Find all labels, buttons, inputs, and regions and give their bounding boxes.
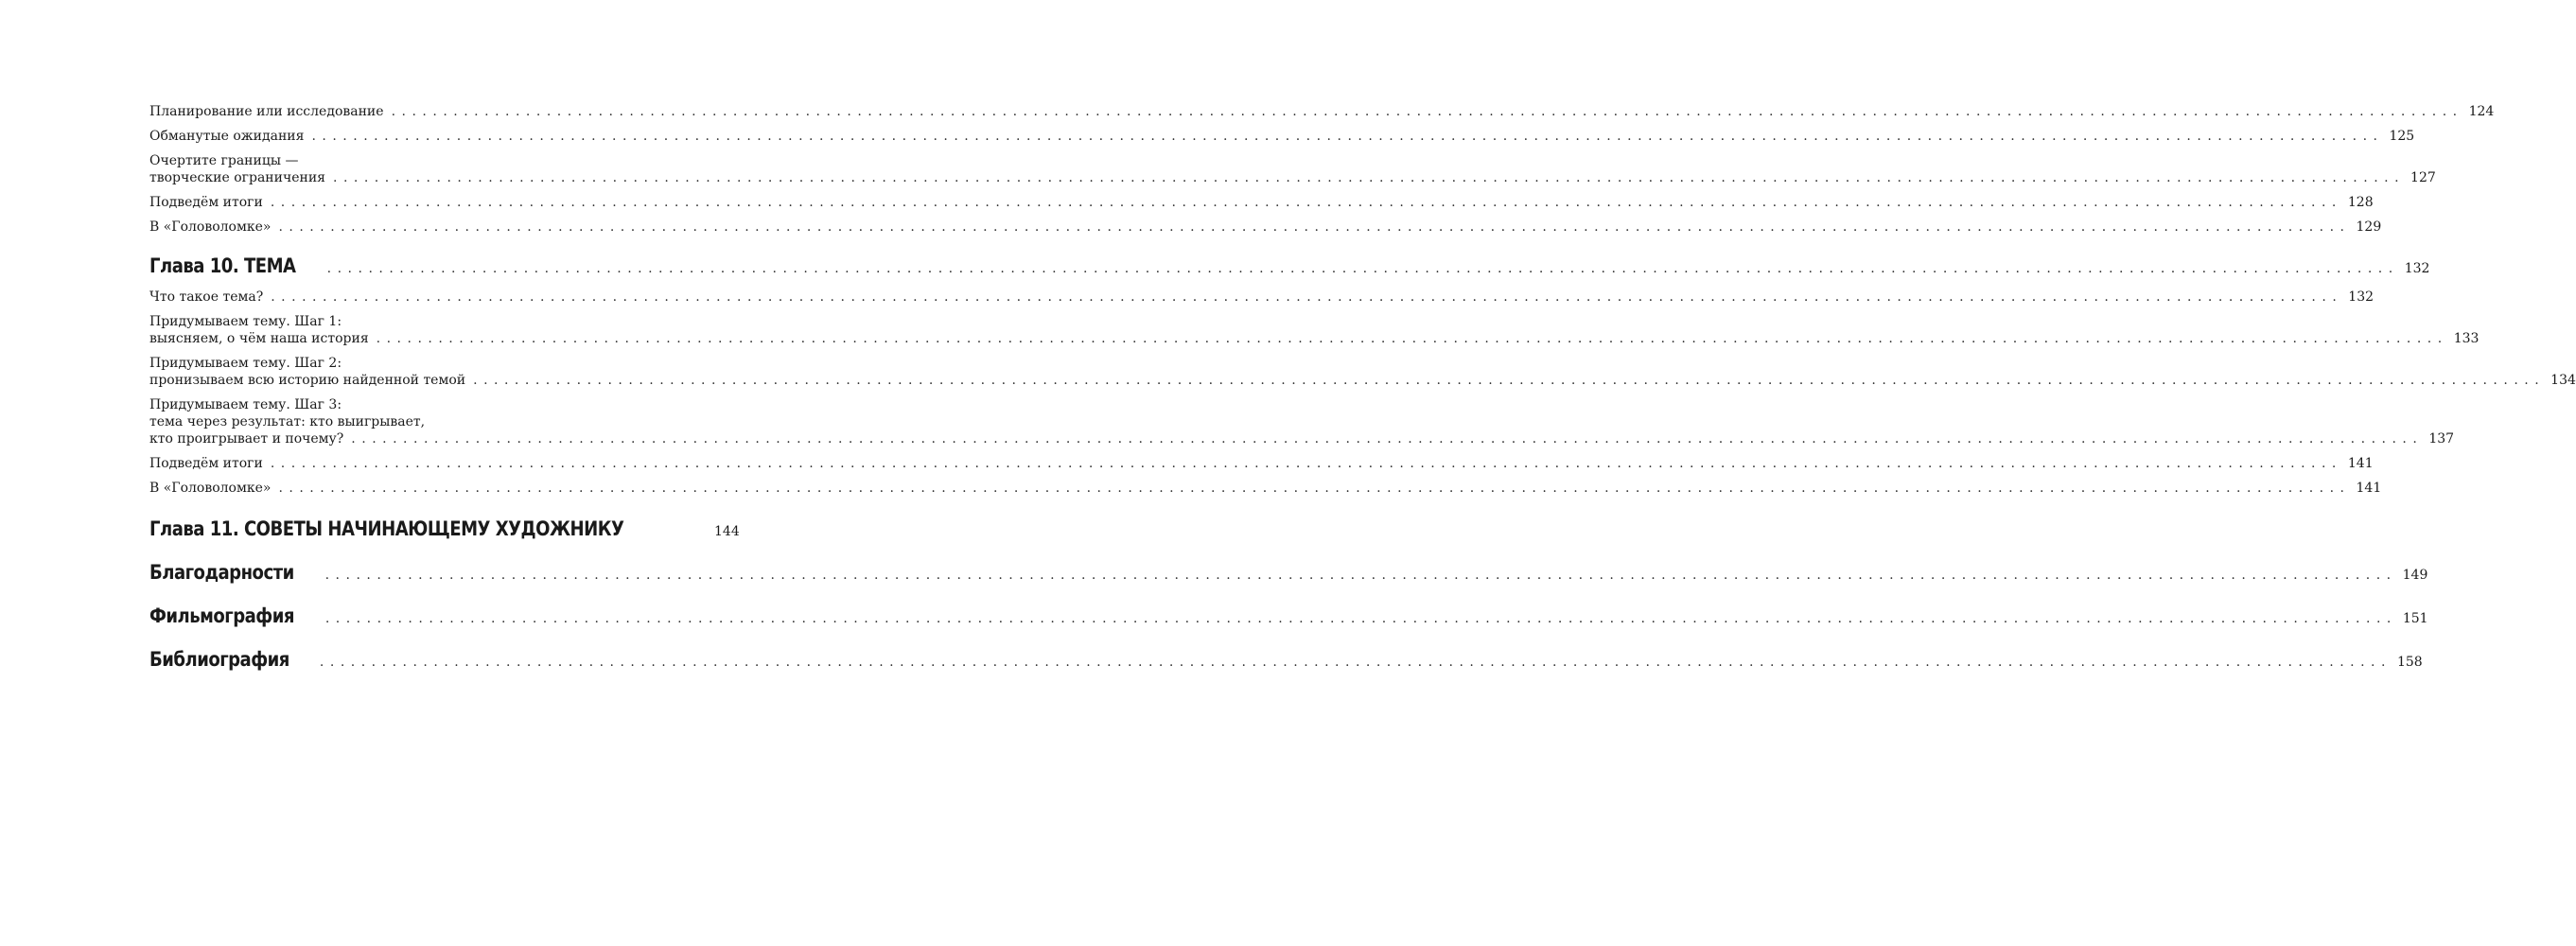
- dot-leader: ........................................................................................................................................................................................................: [391, 104, 2463, 119]
- dot-leader: ........................................................................................................................................................................................................: [270, 195, 2342, 210]
- toc-entry-line: Очертите границы —: [149, 153, 299, 168]
- dot-leader: ........................................................................................................................................................................................................: [278, 219, 2351, 235]
- toc-entry-title: кто проигрывает и почему?: [149, 431, 344, 447]
- dot-leader: ........................................................................................................................................................................................................: [473, 373, 2546, 388]
- table-of-contents: [149, 103, 2576, 671]
- page-number: 141: [2347, 456, 2374, 471]
- page-number: 127: [2410, 170, 2436, 185]
- page-number: 134: [2550, 373, 2576, 388]
- toc-entry: [149, 289, 2374, 306]
- toc-entry-title: творческие ограничения: [149, 170, 325, 185]
- dot-leader: ........................................................................................................................................................................................................: [326, 261, 2399, 276]
- dot-leader: ........................................................................................................................................................................................................: [376, 331, 2448, 346]
- toc-entry-line: Придумываем тему. Шаг 2:: [149, 356, 342, 371]
- dot-leader: ........................................................................................................................................................................................................: [278, 481, 2351, 496]
- dot-leader: ........................................................................................................................................................................................................: [271, 289, 2343, 305]
- toc-entry-row: [149, 219, 2382, 236]
- page-number: 125: [2389, 129, 2415, 144]
- toc-entry-row: [149, 169, 2436, 186]
- toc-chapter-entry: [149, 254, 2430, 277]
- toc-entry-row: [149, 289, 2374, 306]
- toc-entry-title: В «Головоломке»: [149, 481, 272, 496]
- chapter-title: Благодарности: [149, 561, 294, 584]
- chapter-title: Библиография: [149, 648, 289, 671]
- toc-entry-row: [149, 604, 2428, 627]
- page-number: 149: [2402, 568, 2428, 583]
- dot-leader: ........................................................................................................................................................................................................: [311, 129, 2384, 144]
- toc-entry-row: [149, 254, 2430, 277]
- chapter-title: Глава 10. ТЕМА: [149, 254, 296, 277]
- toc-entry: [149, 480, 2382, 497]
- dot-leader: ........................................................................................................................................................................................................: [351, 431, 2424, 447]
- toc-entry-row: [149, 430, 2455, 447]
- dot-leader: ........................................................................................................................................................................................................: [270, 456, 2342, 471]
- toc-entry: [149, 152, 2436, 186]
- toc-entry: [149, 355, 2576, 389]
- toc-entry-row: [149, 103, 2495, 120]
- toc-entry-row: [149, 194, 2374, 211]
- toc-entry: [149, 396, 2455, 447]
- toc-entry-line: тема через результат: кто выигрывает,: [149, 414, 426, 429]
- toc-entry-line: Придумываем тему. Шаг 1:: [149, 314, 342, 329]
- page-number: 129: [2356, 219, 2382, 235]
- toc-entry: [149, 313, 2480, 347]
- toc-entry: [149, 194, 2374, 211]
- toc-entry-row: [149, 128, 2415, 145]
- toc-entry-title: Подведём итоги: [149, 195, 263, 210]
- page-number: 151: [2402, 611, 2428, 626]
- toc-entry-line: Придумываем тему. Шаг 3:: [149, 397, 342, 412]
- toc-entry: [149, 455, 2374, 472]
- page-number: 132: [2404, 261, 2430, 276]
- page-number: 133: [2453, 331, 2480, 346]
- page-number: 124: [2468, 104, 2495, 119]
- toc-entry-row: [149, 330, 2480, 347]
- page-number: 141: [2356, 481, 2382, 496]
- page-number: 132: [2348, 289, 2374, 305]
- page-number: 128: [2347, 195, 2374, 210]
- toc-entry: [149, 128, 2415, 145]
- toc-entry-title: Планирование или исследование: [149, 104, 384, 119]
- toc-entry-row: [149, 561, 2428, 584]
- toc-chapter-entry: [149, 604, 2428, 627]
- dot-leader: ........................................................................................................................................................................................................: [333, 170, 2406, 185]
- page-number: 158: [2396, 655, 2423, 670]
- toc-entry-title: Подведём итоги: [149, 456, 263, 471]
- toc-entry-title: В «Головоломке»: [149, 219, 272, 235]
- toc-chapter-entry: [149, 517, 740, 540]
- toc-entry: [149, 219, 2382, 236]
- toc-entry-row: [149, 480, 2382, 497]
- dot-leader: ........................................................................................................................................................................................................: [324, 568, 2397, 583]
- page-number: 137: [2428, 431, 2455, 447]
- toc-entry: [149, 103, 2495, 120]
- toc-chapter-entry: [149, 561, 2428, 584]
- toc-entry-row: [149, 648, 2423, 671]
- dot-leader: ........................................................................................................................................................................................................: [324, 611, 2397, 626]
- toc-entry-title: Что такое тема?: [149, 289, 264, 305]
- toc-entry-row: [149, 455, 2374, 472]
- toc-entry-title: пронизываем всю историю найденной темой: [149, 373, 466, 388]
- toc-chapter-entry: [149, 648, 2423, 671]
- chapter-title: Глава 11. СОВЕТЫ НАЧИНАЮЩЕМУ ХУДОЖНИКУ: [149, 517, 624, 540]
- toc-entry-row: [149, 517, 740, 540]
- toc-entry-title: выясняем, о чём наша история: [149, 331, 369, 346]
- toc-entry-row: [149, 372, 2576, 389]
- page-number: 144: [714, 524, 740, 539]
- toc-entry-title: Обманутые ожидания: [149, 129, 305, 144]
- dot-leader: ........................................................................................................................................................................................................: [319, 655, 2392, 670]
- chapter-title: Фильмография: [149, 604, 294, 627]
